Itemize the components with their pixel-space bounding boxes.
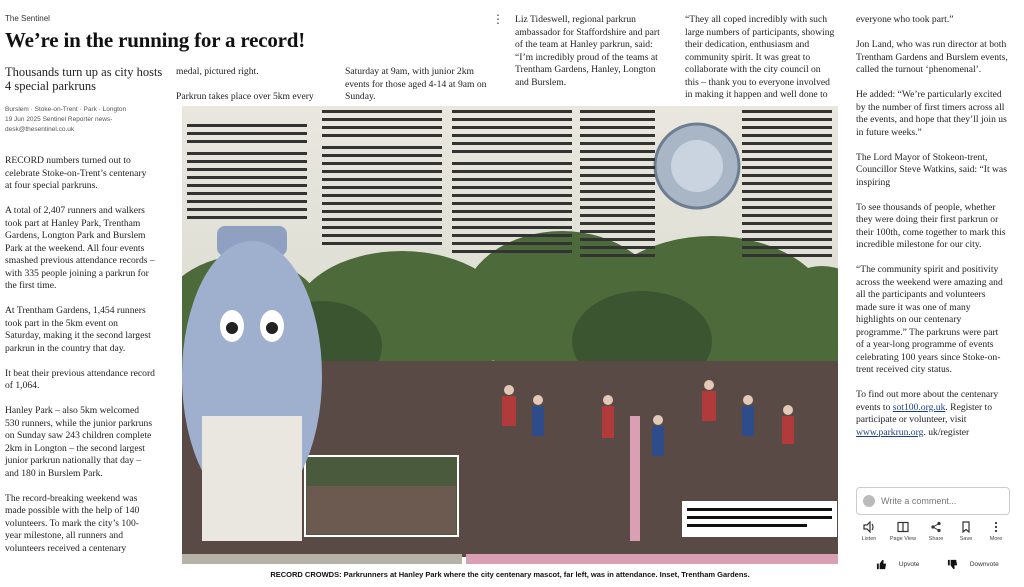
paragraph: He added: “We’re particularly excited by the number of first timers across all the events, and hope that they’ll join us in future weeks.” — [856, 89, 1007, 138]
downvote-label: Downvote — [969, 561, 999, 569]
text: To find out more about the centenary events to — [856, 389, 999, 413]
share-icon — [930, 521, 942, 533]
share-button[interactable] — [921, 521, 951, 542]
newspaper-photo[interactable] — [182, 106, 838, 557]
article-column-4 — [515, 14, 667, 102]
article-column-1 — [5, 155, 155, 568]
listen-button[interactable] — [854, 521, 884, 542]
paragraph: To see thousands of people, whether they were doing their first parkrun or their 100th, come together to mark this incredible milestone for our city. — [856, 201, 1006, 250]
paragraph: It beat their previous attendance record of 1,064. — [5, 367, 155, 391]
comment-input[interactable] — [856, 487, 1010, 515]
paragraph: The Lord Mayor of Stokeon-trent, Councillor Steve Watkins, said: “It was inspiring — [856, 151, 1007, 188]
paragraph: Jon Land, who was run director at both Trentham Gardens and Burslem events, called the turnout ‘phenomenal’. — [856, 39, 1008, 75]
byline-tags: Burslem · Stoke-on-Trent · Park · Longton — [5, 106, 127, 113]
text: . Register to participate or volunteer, visit — [856, 401, 993, 425]
bookmark-icon — [960, 521, 972, 533]
paragraph: Parkrun takes place over 5km every — [176, 91, 314, 102]
save-button[interactable] — [951, 521, 981, 542]
paragraph: At Trentham Gardens, 1,454 runners took part in the 5km event on Saturday, making it the second largest parkrun in the country that day. — [5, 305, 151, 354]
page-view-label: Page View — [889, 536, 917, 542]
more-icon — [990, 521, 1002, 533]
paragraph: RECORD numbers turned out to celebrate Stoke-on-Trent’s centenary at four special parkruns. — [5, 155, 147, 191]
byline-date: 19 Jun 2025 Sentinel Reporter news- — [5, 116, 113, 123]
photo-caption: RECORD CROWDS: Parkrunners at Hanley Park where the city centenary mascot, far left, was in attendance. Inset, Trentham Gardens. — [270, 570, 750, 579]
downvote-button[interactable] — [947, 559, 999, 570]
link-sot100[interactable]: sot100.org.uk — [892, 401, 946, 413]
more-label: More — [989, 536, 1003, 542]
paragraph: The record-breaking weekend was made possible with the help of 140 volunteers. To mark the city’s 100-year milestone, all runners and volunteers received a centenary — [5, 492, 140, 554]
listen-icon — [863, 521, 875, 533]
page-view-icon — [897, 521, 909, 533]
user-avatar-icon — [863, 495, 875, 507]
paragraph: “The community spirit and positivity across the weekend were amazing and all the participants and volunteers made sure it was one of many highlights on our centenary programme.” The parkruns were part of a year-long programme of events celebrating 100 years since Stoke-on-trent received city status. — [856, 264, 1003, 375]
thumbs-up-icon — [876, 559, 887, 570]
paragraph: everyone who took part.” — [856, 14, 954, 25]
photo-bottom-strip — [182, 554, 838, 564]
page-view-button[interactable] — [888, 521, 918, 542]
byline — [5, 105, 165, 135]
upvote-label: Upvote — [898, 561, 920, 569]
listen-label: Listen — [861, 536, 877, 542]
paragraph: medal, pictured right. — [176, 66, 259, 77]
comment-placeholder: Write a comment... — [881, 496, 957, 506]
byline-email: desk@thesentinel.co.uk — [5, 126, 75, 133]
link-parkrun[interactable]: www.parkrun.org — [856, 426, 924, 438]
deck: Thousands turn up as city hosts 4 special parkruns — [5, 65, 163, 93]
save-label: Save — [959, 536, 973, 542]
paragraph: “They all coped incredibly with such large numbers of participants, showing their dedication, enthusiasm and community spirit. It was great to collaborate with the city council on this – thank you to everyone involved in making it happen and well done to — [685, 14, 835, 100]
article-column-5 — [685, 14, 835, 114]
article-column-6 — [856, 14, 1008, 452]
crowd-photo — [182, 106, 838, 557]
more-button[interactable] — [981, 521, 1011, 542]
upvote-button[interactable] — [876, 559, 919, 570]
share-label: Share — [928, 536, 944, 542]
paragraph: Saturday at 9am, with junior 2km events for those aged 4-14 at 9am on Sunday. — [345, 66, 487, 102]
more-vertical-icon[interactable]: ⋮ — [492, 12, 504, 26]
paragraph — [856, 389, 1008, 439]
publication-name: The Sentinel — [5, 14, 50, 23]
text: . uk/register — [923, 426, 970, 438]
paragraph: Hanley Park – also 5km welcomed 530 runners, while the junior parkruns on Sunday saw 243 children complete 2km in Longton – the second largest junior parkrun nationally that day – and 180 in Burslem Park. — [5, 405, 153, 479]
headline: We’re in the running for a record! — [5, 28, 306, 52]
thumbs-down-icon — [947, 559, 958, 570]
paragraph: A total of 2,407 runners and walkers took part at Hanley Park, Trentham Gardens, Longton Park and Burslem Park at the weekend. All four events smashed previous attendance records – with 335 people joining a parkrun for the first time. — [5, 205, 155, 291]
paragraph: Liz Tideswell, regional parkrun ambassador for Staffordshire and part of the team at Hanley parkrun, said: “I’m incredibly proud of the teams at Trentham Gardens, Hanley, Longton and Burslem. — [515, 14, 660, 88]
